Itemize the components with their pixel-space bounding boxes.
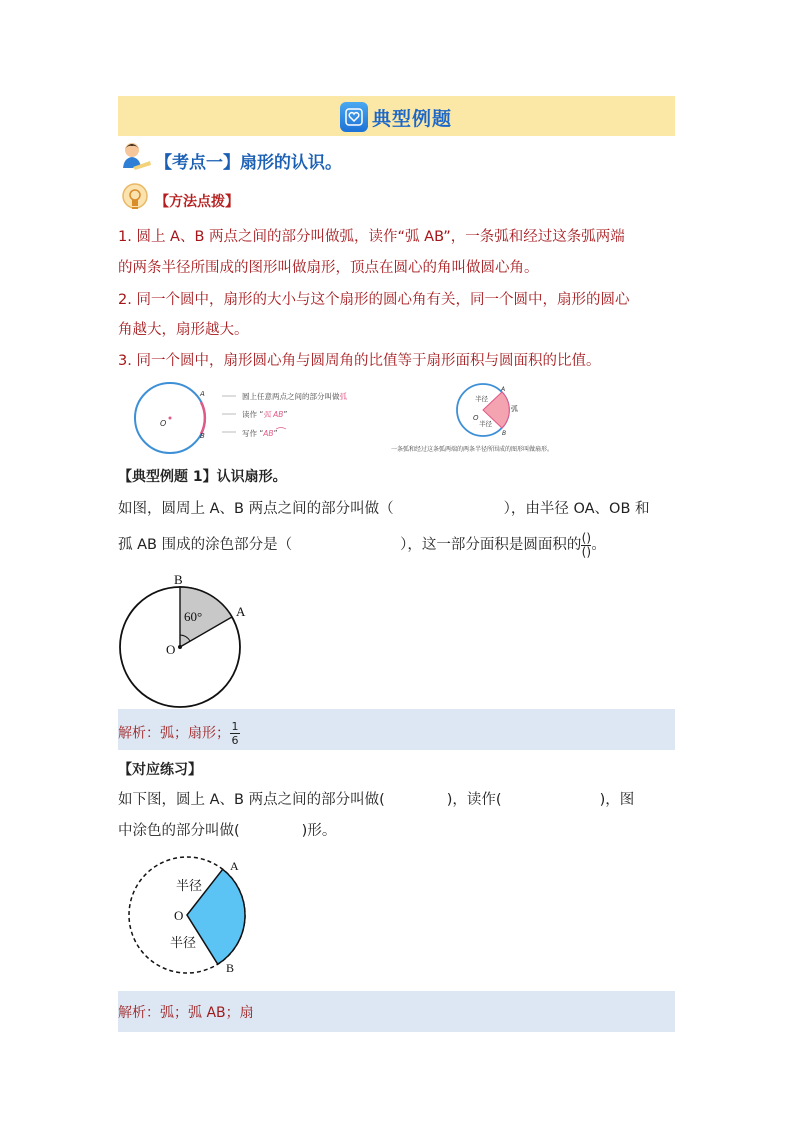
practice-label-o: O [174,908,184,923]
practice-label-a: A [230,859,239,873]
answer-2-box [118,991,675,1032]
diag2-label-b: B [502,430,507,437]
diag2-arc-label: 弧 [511,405,518,413]
answer-1-box [118,709,675,750]
diag1-note2: 读作 “ [242,410,264,419]
point-1-line-a: 1. 圆上 A、B 两点之间的部分叫做弧，读作“弧 AB”，一条弧和经过这条弧两端 [118,229,625,245]
diag2-radius-2: 半径 [479,420,492,428]
ex1-label-b: B [174,572,183,587]
arc-definition-diagram [130,380,380,456]
diag1-note1-hl: 弧 [339,392,347,401]
svg-text:圆上任意两点之间的部分叫做弧 [242,391,348,401]
svg-text:读作 “弧 AB” [242,409,287,419]
diag1-label-o: O [160,419,167,428]
diag1-note3: 写作 “ [242,429,264,438]
practice-heading: 【对应练习】 [118,762,202,778]
diag1-note2-hl: 弧 AB [263,410,284,419]
banner-title: 典型例题 [372,107,453,130]
diag2-label-o: O [473,414,479,422]
example1-circle-figure [110,565,270,710]
diag1-note1: 圆上任意两点之间的部分叫做 [242,392,340,401]
example1-line-1: 如图，圆周上 A、B 两点之间的部分叫做（ ），由半径 OA、OB 和 [118,501,650,517]
answer-1-fraction: $\frac{1}{6}$ [231,720,239,747]
diag1-label-b: B [200,432,205,440]
point-3-line: 3. 同一个圆中，扇形圆心角与圆周角的比值等于扇形面积与圆面积的比值。 [118,353,601,369]
diag2-caption: 一条弧和经过这条弧两端的两条半径所围成的图形叫做扇形。 [391,446,554,453]
practice-line-1: 如下图，圆上 A、B 两点之间的部分叫做( )，读作( )，图 [118,792,635,808]
practice-radius-1: 半径 [176,879,203,894]
answer-2-text: 解析：弧；弧 AB；扇 [118,1005,254,1021]
point-2-line-b: 角越大，扇形越大。 [118,322,249,338]
diag2-label-a: A [501,386,506,393]
method-heading: 【方法点拨】 [155,194,239,210]
diag1-label-a: A [200,390,205,398]
answer-1-text: 解析：弧；扇形； $\frac{1}{6}$ [118,720,239,747]
practice-sector-figure [118,848,268,978]
kaodian-heading: 【考点一】扇形的认识。 [155,153,342,173]
diag1-note2-post: ” [283,410,288,419]
ex1-angle-label: 60° [184,609,203,624]
example1-line-2: 孤 AB 围成的涂色部分是（ ），这一部分面积是圆面积的 $\frac{()}{()}$ 。 [118,530,606,559]
blank-fraction: $\frac{()}{()}$ [581,530,592,559]
practice-line-2: 中涂色的部分叫做( )形。 [118,823,337,839]
svg-text:写作 “AB” [242,428,278,438]
practice-radius-2: 半径 [170,936,197,951]
ex1-label-o: O [166,642,176,657]
practice-label-b: B [226,961,235,975]
lightbulb-icon [120,183,150,219]
sector-definition-diagram [375,380,605,456]
diag1-note3-hl: AB [263,429,274,438]
point-1-line-b: 的两条半径所围成的图形叫做扇形，顶点在圆心的角叫做圆心角。 [118,260,539,276]
section-banner [118,96,675,136]
heart-book-icon [340,102,368,132]
point-2-line-a: 2. 同一个圆中，扇形的大小与这个扇形的圆心角有关，同一个圆中，扇形的圆心 [118,292,630,308]
student-reading-icon [119,141,153,175]
diag2-radius-1: 半径 [475,395,488,403]
diag1-note3-post: ” [273,429,278,438]
example1-heading: 【典型例题 1】认识扇形。 [118,469,287,485]
ex1-label-a: A [236,604,246,619]
